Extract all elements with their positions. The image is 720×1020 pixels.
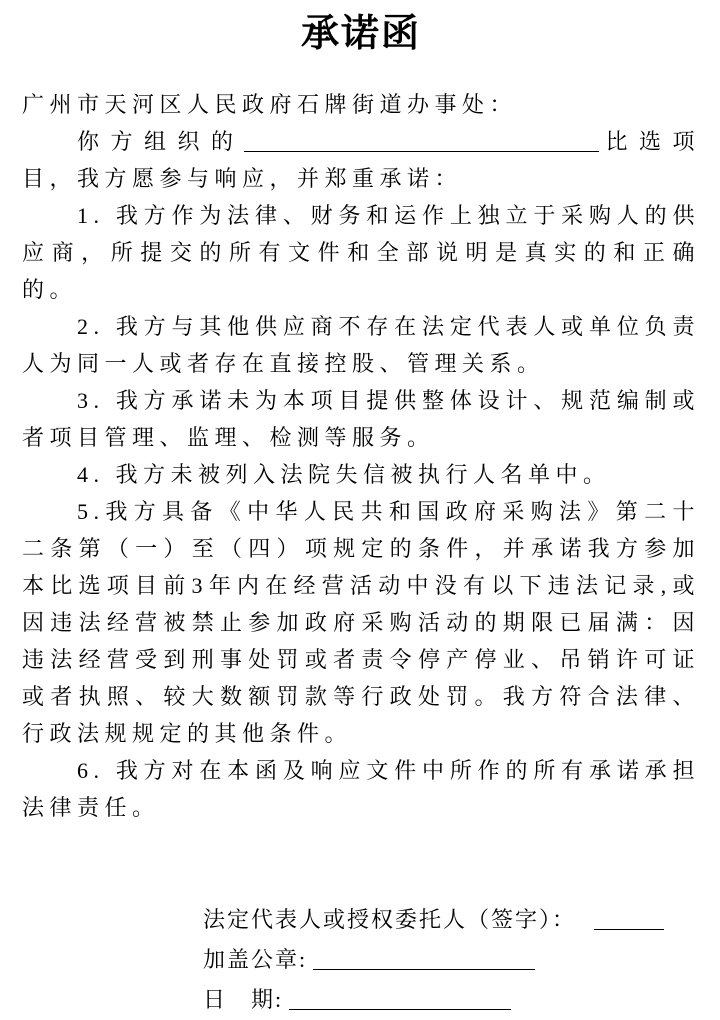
opening-prefix: 你方组织的	[77, 129, 245, 154]
seal-label: 加盖公章:	[203, 947, 308, 972]
document-title: 承诺函	[300, 13, 421, 55]
signature-row-seal	[203, 940, 700, 980]
commitment-item-1: 1. 我方作为法律、财务和运作上独立于采购人的供应商，所提交的所有文件和全部说明是真实的和正确的。	[22, 203, 700, 302]
commitment-item-2: 2. 我方与其他供应商不存在法定代表人或单位负责人为同一人或者存在直接控股、管理关系。	[22, 314, 700, 376]
commitment-item-6: 6. 我方对在本函及响应文件中所作的所有承诺承担法律责任。	[22, 758, 700, 820]
sign-label: 法定代表人或授权委托人（签字）：	[203, 907, 577, 932]
seal-blank[interactable]	[313, 955, 535, 970]
addressee-line: 广州市天河区人民政府石牌街道办事处：	[22, 92, 518, 117]
opening-suffix: 比选项目，我方愿参与响应，并郑重承诺：	[22, 129, 700, 191]
document-body	[22, 86, 700, 826]
commitment-item-4: 4. 我方未被列入法院失信被执行人名单中。	[77, 462, 611, 487]
project-name-blank[interactable]	[244, 137, 599, 152]
opening-paragraph	[22, 123, 700, 197]
commitment-item-5: 5.我方具备《中华人民共和国政府采购法》第二十二条第（一）至（四）项规定的条件，并承诺我方参加本比选项目前3年内在经营活动中没有以下违法记录,或因违法经营被禁止参加政府采购活动的期限已届满：因违法经营受到刑事处罚或者责令停产停业、吊销许可证或者执照、较大数额罚款等行政处罚。我方符合法律、行政法规规定的其他条件。	[22, 499, 700, 746]
signature-row-date	[203, 980, 700, 1020]
date-blank[interactable]	[289, 995, 511, 1010]
date-label: 日 期:	[203, 987, 284, 1012]
signature-blank[interactable]	[594, 915, 664, 930]
commitment-item-3: 3. 我方承诺未为本项目提供整体设计、规范编制或者项目管理、监理、检测等服务。	[22, 388, 700, 450]
signature-row-sign	[203, 900, 700, 940]
signature-block	[203, 900, 700, 1020]
